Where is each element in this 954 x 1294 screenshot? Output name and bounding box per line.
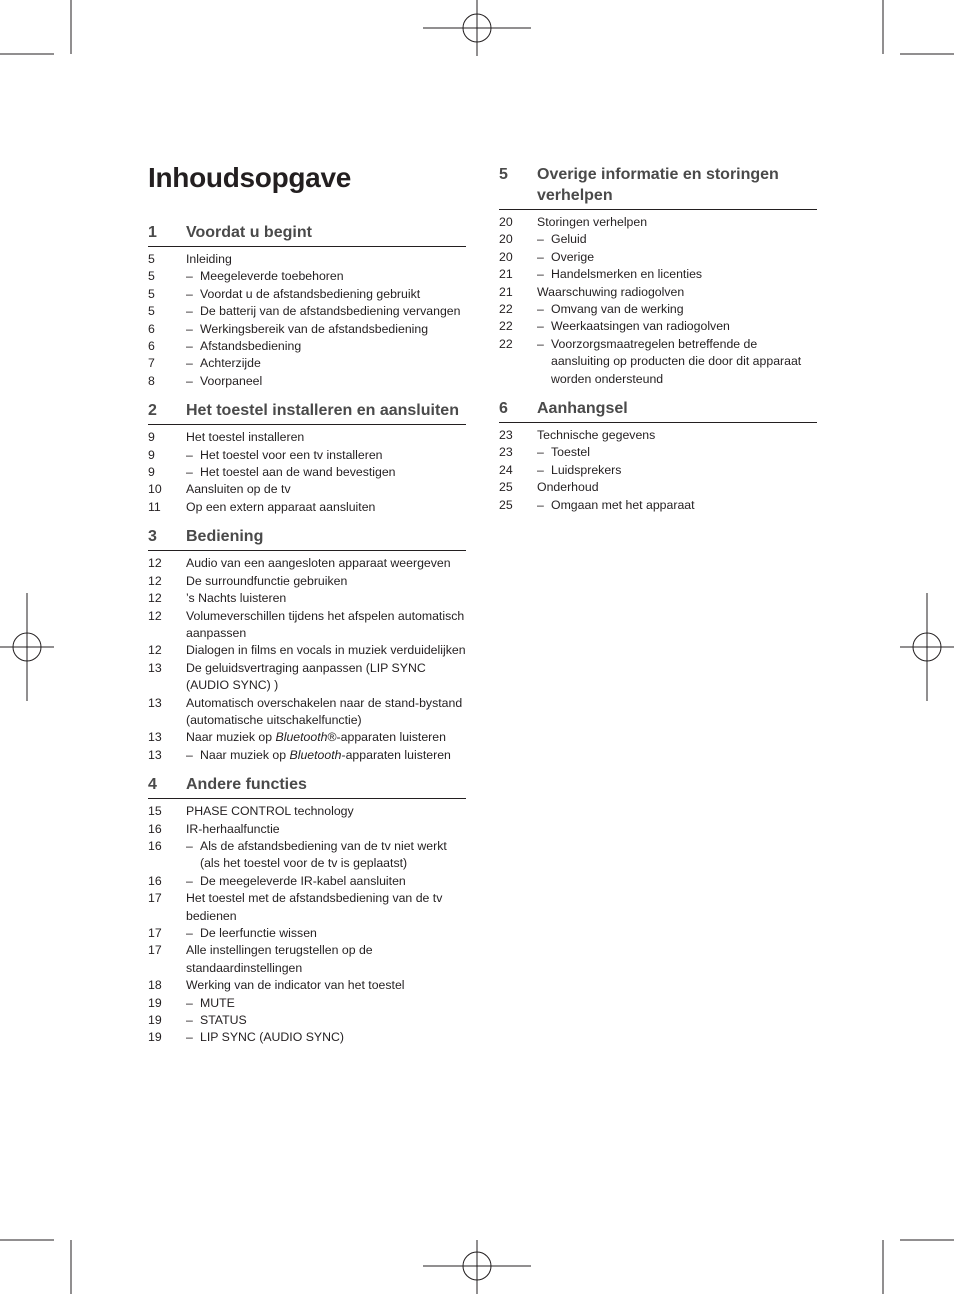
entry-page-number: 25 bbox=[499, 480, 513, 495]
toc-entry[interactable] bbox=[148, 373, 466, 390]
entry-page-number: 13 bbox=[148, 660, 162, 675]
entry-dash: – bbox=[186, 873, 193, 888]
toc-entry[interactable] bbox=[148, 695, 466, 730]
entry-dash: – bbox=[186, 465, 193, 480]
section-title: Aanhangsel bbox=[537, 400, 628, 418]
toc-entry[interactable] bbox=[148, 555, 466, 572]
entry-text-wrapper bbox=[186, 942, 466, 977]
entry-text-wrapper bbox=[186, 695, 466, 730]
entry-text-wrapper bbox=[186, 373, 466, 390]
entry-title: Afstandsbediening bbox=[200, 339, 302, 354]
entry-dash: – bbox=[186, 321, 193, 336]
toc-entry[interactable] bbox=[499, 479, 817, 496]
entry-text-wrapper bbox=[537, 462, 817, 479]
toc-entry[interactable] bbox=[148, 590, 466, 607]
section-title: Het toestel installeren en aansluiten bbox=[186, 402, 459, 420]
entry-page-number: 24 bbox=[499, 462, 513, 477]
entry-page-number: 15 bbox=[148, 804, 162, 819]
section-number: 2 bbox=[148, 402, 157, 420]
entry-dash: – bbox=[186, 926, 193, 940]
entry-title: Op een extern apparaat aansluiten bbox=[186, 499, 376, 514]
entry-title: IR-herhaalfunctie bbox=[186, 821, 280, 836]
entry-page-number: 5 bbox=[148, 304, 155, 319]
toc-entry[interactable] bbox=[499, 462, 817, 479]
toc-entry[interactable] bbox=[499, 427, 817, 444]
entry-page-number: 13 bbox=[148, 747, 162, 762]
section-number: 3 bbox=[148, 528, 157, 546]
entry-text-wrapper bbox=[537, 284, 817, 301]
toc-entry[interactable] bbox=[148, 890, 466, 925]
entry-title: De meegeleverde IR-kabel aansluiten bbox=[200, 873, 406, 888]
toc-entry[interactable] bbox=[148, 821, 466, 838]
entry-title: Volumeverschillen tijdens het afspelen automatisch aanpassen bbox=[186, 608, 465, 640]
entry-text-wrapper bbox=[186, 447, 466, 464]
entry-text-wrapper bbox=[186, 499, 466, 516]
section-title: Andere functies bbox=[186, 776, 307, 794]
toc-column-right bbox=[499, 164, 817, 524]
page-title: Inhoudsopgave bbox=[148, 162, 351, 193]
section-number: 5 bbox=[499, 166, 508, 183]
entry-text-wrapper bbox=[186, 1012, 466, 1029]
entry-title: MUTE bbox=[200, 995, 235, 1010]
entry-page-number: 9 bbox=[148, 447, 155, 462]
entry-dash: – bbox=[186, 1030, 193, 1045]
toc-entry[interactable] bbox=[499, 301, 817, 318]
toc-entry[interactable] bbox=[499, 266, 817, 283]
entry-page-number: 20 bbox=[499, 215, 513, 229]
toc-entry[interactable] bbox=[148, 447, 466, 464]
section-title: Voordat u begint bbox=[186, 224, 312, 241]
entry-text-wrapper bbox=[186, 660, 466, 695]
entry-dash: – bbox=[186, 304, 193, 319]
entry-dash: – bbox=[537, 232, 544, 247]
toc-entry[interactable] bbox=[148, 642, 466, 659]
entry-page-number: 17 bbox=[148, 943, 162, 958]
entry-page-number: 12 bbox=[148, 643, 162, 658]
entry-dash: – bbox=[537, 319, 544, 334]
toc-entry[interactable] bbox=[499, 249, 817, 266]
entry-page-number: 13 bbox=[148, 730, 162, 745]
entry-page-number: 5 bbox=[148, 286, 155, 301]
toc-entry[interactable] bbox=[148, 321, 466, 338]
entry-title: Werkingsbereik van de afstandsbediening bbox=[200, 321, 429, 336]
entry-title: Omgaan met het apparaat bbox=[551, 497, 695, 512]
entry-title: Het toestel installeren bbox=[186, 430, 305, 445]
entry-title: Storingen verhelpen bbox=[537, 215, 648, 229]
section-heading[interactable] bbox=[148, 400, 466, 425]
entry-page-number: 17 bbox=[148, 926, 162, 940]
entry-page-number: 5 bbox=[148, 252, 155, 266]
entry-text-wrapper bbox=[186, 251, 466, 268]
entry-dash: – bbox=[537, 302, 544, 317]
entry-title: Weerkaatsingen van radiogolven bbox=[551, 319, 730, 334]
entry-text-wrapper bbox=[186, 925, 466, 942]
toc-entry[interactable] bbox=[148, 838, 466, 873]
entry-page-number: 25 bbox=[499, 497, 513, 512]
entry-dash: – bbox=[186, 373, 193, 388]
entry-title: De leerfunctie wissen bbox=[200, 926, 317, 940]
entry-text-wrapper bbox=[186, 338, 466, 355]
entry-dash: – bbox=[186, 1013, 193, 1028]
entry-title: Handelsmerken en licenties bbox=[551, 267, 703, 282]
entry-title: Technische gegevens bbox=[537, 428, 656, 443]
entry-page-number: 12 bbox=[148, 591, 162, 606]
entry-title: Meegeleverde toebehoren bbox=[200, 269, 344, 284]
entry-dash: – bbox=[537, 249, 544, 264]
toc-entry[interactable] bbox=[148, 942, 466, 977]
entry-dash: – bbox=[537, 336, 544, 351]
entry-title: Alle instellingen terugstellen op de standaardinstellingen bbox=[186, 943, 373, 975]
entry-dash: – bbox=[537, 497, 544, 512]
entry-title: De geluidsvertraging aanpassen (LIP SYNC (AUDIO SYNC) ) bbox=[186, 660, 426, 693]
entry-page-number: 13 bbox=[148, 695, 162, 710]
toc-entry[interactable] bbox=[148, 251, 466, 268]
entry-title: Het toestel met de afstandsbediening van de tv bedienen bbox=[186, 891, 443, 923]
entry-text-wrapper bbox=[186, 608, 466, 643]
entry-page-number: 12 bbox=[148, 573, 162, 588]
toc-entry[interactable] bbox=[148, 608, 466, 643]
section-title: Bediening bbox=[186, 528, 264, 546]
toc-entry[interactable] bbox=[148, 977, 466, 994]
entry-title: Onderhoud bbox=[537, 480, 599, 495]
entry-title: Naar muziek op Bluetooth-apparaten luisteren bbox=[200, 747, 451, 762]
entry-title: Audio van een aangesloten apparaat weergeven bbox=[186, 556, 451, 571]
section-heading[interactable] bbox=[499, 164, 817, 210]
entry-dash: – bbox=[186, 286, 193, 301]
entry-title: ’s Nachts luisteren bbox=[186, 591, 287, 606]
entry-title: Luidsprekers bbox=[551, 462, 622, 477]
entry-text-wrapper bbox=[537, 214, 817, 231]
entry-page-number: 22 bbox=[499, 336, 513, 351]
entry-dash: – bbox=[186, 995, 193, 1010]
entry-page-number: 9 bbox=[148, 465, 155, 480]
entry-text-wrapper bbox=[186, 481, 466, 498]
entry-text-wrapper bbox=[537, 231, 817, 248]
entry-page-number: 11 bbox=[148, 499, 161, 514]
toc-entry[interactable] bbox=[148, 481, 466, 498]
entry-text-wrapper bbox=[537, 266, 817, 283]
entry-dash: – bbox=[186, 339, 193, 354]
toc-entry[interactable] bbox=[148, 573, 466, 590]
section-heading[interactable] bbox=[499, 398, 817, 423]
entry-title: Het toestel aan de wand bevestigen bbox=[200, 465, 396, 480]
entry-dash: – bbox=[186, 838, 193, 853]
entry-page-number: 20 bbox=[499, 232, 513, 247]
entry-page-number: 17 bbox=[148, 891, 162, 906]
entry-text-wrapper bbox=[186, 590, 466, 607]
entry-text-wrapper bbox=[186, 890, 466, 925]
entry-title: Waarschuwing radiogolven bbox=[537, 284, 685, 299]
entry-text-wrapper bbox=[186, 429, 466, 446]
entry-page-number: 16 bbox=[148, 821, 162, 836]
entry-page-number: 23 bbox=[499, 445, 513, 460]
toc-section bbox=[499, 164, 817, 388]
toc-entry[interactable] bbox=[148, 286, 466, 303]
entry-page-number: 18 bbox=[148, 978, 162, 993]
entry-title: Voorpaneel bbox=[200, 373, 263, 388]
entry-text-wrapper bbox=[537, 427, 817, 444]
toc-entry[interactable] bbox=[499, 231, 817, 248]
toc-entry[interactable] bbox=[148, 499, 466, 516]
entry-page-number: 22 bbox=[499, 319, 513, 334]
entry-page-number: 16 bbox=[148, 873, 162, 888]
entry-page-number: 16 bbox=[148, 838, 162, 853]
entry-text-wrapper bbox=[186, 464, 466, 481]
entry-page-number: 12 bbox=[148, 556, 162, 571]
entry-dash: – bbox=[186, 269, 193, 284]
entry-title: LIP SYNC (AUDIO SYNC) bbox=[200, 1030, 344, 1045]
toc-section bbox=[499, 398, 817, 514]
toc-entry[interactable] bbox=[499, 497, 817, 514]
entry-dash: – bbox=[537, 462, 544, 477]
entry-page-number: 6 bbox=[148, 321, 155, 336]
entry-title: Voorzorgsmaatregelen betreffende de aansluiting op producten die door dit apparaat worden ondersteund bbox=[551, 336, 802, 386]
entry-text-wrapper bbox=[186, 729, 466, 746]
entry-text-wrapper bbox=[186, 286, 466, 303]
entry-title: PHASE CONTROL technology bbox=[186, 804, 354, 819]
entry-title: Het toestel voor een tv installeren bbox=[200, 447, 383, 462]
toc-entry[interactable] bbox=[499, 284, 817, 301]
toc-entry[interactable] bbox=[499, 444, 817, 461]
entry-page-number: 19 bbox=[148, 1013, 162, 1028]
entry-title: Werking van de indicator van het toestel bbox=[186, 978, 405, 993]
section-heading[interactable] bbox=[148, 222, 466, 247]
entry-text-wrapper bbox=[186, 838, 466, 873]
section-number: 4 bbox=[148, 776, 157, 794]
entry-text-wrapper bbox=[537, 336, 817, 388]
entry-page-number: 6 bbox=[148, 339, 155, 354]
entry-title: Dialogen in films en vocals in muziek verduidelijken bbox=[186, 643, 466, 658]
toc-entry[interactable] bbox=[148, 925, 466, 942]
entry-title: Geluid bbox=[551, 232, 587, 247]
section-title: Overige informatie en storingen verhelpen bbox=[537, 166, 779, 204]
entry-text-wrapper bbox=[186, 995, 466, 1012]
entry-text-wrapper bbox=[186, 873, 466, 890]
toc-entry[interactable] bbox=[148, 729, 466, 746]
entry-title: Aansluiten op de tv bbox=[186, 482, 291, 497]
entry-page-number: 8 bbox=[148, 373, 155, 388]
entry-title: De batterij van de afstandsbediening vervangen bbox=[200, 304, 461, 319]
entry-text-wrapper bbox=[537, 318, 817, 335]
entry-text-wrapper bbox=[186, 1029, 466, 1046]
entry-title: Als de afstandsbediening van de tv niet werkt (als het toestel voor de tv is geplaatst) bbox=[200, 838, 447, 871]
toc-entry[interactable] bbox=[499, 336, 817, 388]
entry-text-wrapper bbox=[186, 555, 466, 572]
toc-section bbox=[148, 222, 466, 390]
toc-column-left bbox=[148, 222, 466, 1057]
toc-section bbox=[148, 774, 466, 1047]
entry-text-wrapper bbox=[186, 355, 466, 372]
entry-dash: – bbox=[537, 445, 544, 460]
entry-page-number: 10 bbox=[148, 482, 162, 497]
entry-text-wrapper bbox=[186, 321, 466, 338]
entry-text-wrapper bbox=[186, 821, 466, 838]
entry-title: Inleiding bbox=[186, 252, 232, 266]
entry-text-wrapper bbox=[186, 747, 466, 764]
toc-section bbox=[148, 526, 466, 764]
toc-entry[interactable] bbox=[499, 318, 817, 335]
toc-entry[interactable] bbox=[148, 803, 466, 820]
toc-entry[interactable] bbox=[148, 747, 466, 764]
entry-text-wrapper bbox=[537, 444, 817, 461]
toc-section bbox=[148, 400, 466, 516]
entry-page-number: 19 bbox=[148, 1030, 162, 1045]
toc-entry[interactable] bbox=[148, 355, 466, 372]
entry-text-wrapper bbox=[537, 479, 817, 496]
entry-text-wrapper bbox=[186, 573, 466, 590]
section-heading[interactable] bbox=[148, 774, 466, 799]
entry-title: De surroundfunctie gebruiken bbox=[186, 573, 348, 588]
entry-page-number: 21 bbox=[499, 284, 513, 299]
entry-page-number: 9 bbox=[148, 430, 155, 445]
entry-dash: – bbox=[537, 267, 544, 282]
entry-title: Automatisch overschakelen naar de stand-bystand (automatische uitschakelfunctie) bbox=[186, 695, 463, 727]
entry-dash: – bbox=[186, 747, 193, 762]
toc-entry[interactable] bbox=[148, 268, 466, 285]
entry-text-wrapper bbox=[537, 301, 817, 318]
entry-dash: – bbox=[186, 356, 193, 371]
entry-page-number: 19 bbox=[148, 995, 162, 1010]
entry-title: STATUS bbox=[200, 1013, 247, 1028]
entry-page-number: 23 bbox=[499, 428, 513, 443]
toc-entry[interactable] bbox=[148, 873, 466, 890]
entry-text-wrapper bbox=[186, 642, 466, 659]
section-number: 1 bbox=[148, 224, 157, 241]
section-heading[interactable] bbox=[148, 526, 466, 551]
entry-title: Toestel bbox=[551, 445, 590, 460]
toc-entry[interactable] bbox=[148, 995, 466, 1012]
toc-entry[interactable] bbox=[148, 464, 466, 481]
entry-dash: – bbox=[186, 447, 193, 462]
toc-entry[interactable] bbox=[148, 1029, 466, 1046]
toc-entry[interactable] bbox=[148, 429, 466, 446]
section-number: 6 bbox=[499, 400, 508, 418]
toc-entry[interactable] bbox=[499, 214, 817, 231]
entry-text-wrapper bbox=[186, 303, 466, 320]
entry-title: Overige bbox=[551, 249, 595, 264]
entry-title: Achterzijde bbox=[200, 356, 261, 371]
entry-page-number: 22 bbox=[499, 302, 513, 317]
entry-page-number: 5 bbox=[148, 269, 155, 284]
entry-page-number: 7 bbox=[148, 356, 155, 371]
entry-title: Naar muziek op Bluetooth®-apparaten luisteren bbox=[186, 730, 446, 745]
toc-entry[interactable] bbox=[148, 1012, 466, 1029]
entry-title: Omvang van de werking bbox=[551, 302, 684, 317]
entry-page-number: 12 bbox=[148, 608, 162, 623]
entry-text-wrapper bbox=[186, 977, 466, 994]
entry-title: Voordat u de afstandsbediening gebruikt bbox=[200, 286, 421, 301]
entry-text-wrapper bbox=[537, 497, 817, 514]
toc-entry[interactable] bbox=[148, 338, 466, 355]
entry-text-wrapper bbox=[186, 803, 466, 820]
toc-entry[interactable] bbox=[148, 660, 466, 695]
entry-page-number: 20 bbox=[499, 249, 513, 264]
entry-page-number: 21 bbox=[499, 267, 513, 282]
entry-text-wrapper bbox=[186, 268, 466, 285]
toc-entry[interactable] bbox=[148, 303, 466, 320]
entry-text-wrapper bbox=[537, 249, 817, 266]
